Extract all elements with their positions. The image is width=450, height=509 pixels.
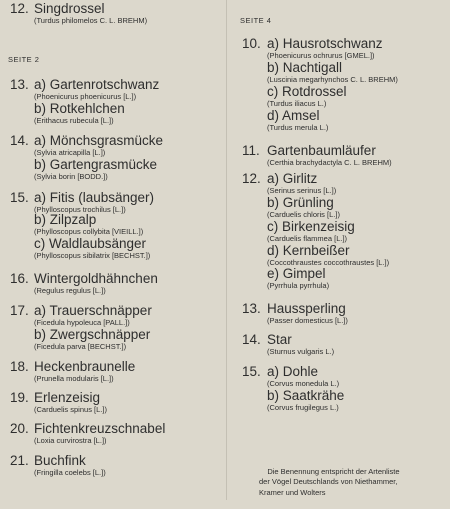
- track-number: 21.: [10, 453, 29, 468]
- bird-entry: [34, 421, 165, 446]
- footnote-line: Kramer und Wolters: [259, 487, 326, 497]
- bird-name: d) Kernbeißer: [267, 243, 350, 258]
- track-number: 19.: [10, 390, 29, 405]
- scientific-name: (Sylvia atricapilla [L.]): [34, 148, 106, 157]
- bird-name: Erlenzeisig: [34, 390, 101, 405]
- bird-name: Heckenbraunelle: [34, 359, 136, 374]
- bird-name: b) Grünling: [267, 195, 334, 210]
- bird-entry: [34, 101, 125, 126]
- bird-entry: [34, 1, 147, 26]
- bird-entry: [34, 236, 150, 261]
- bird-name: b) Nachtigall: [267, 60, 343, 75]
- scientific-name: (Prunella modularis [L.]): [34, 374, 114, 383]
- bird-name: Star: [267, 332, 292, 347]
- scientific-name: (Turdus philomelos C. L. BREHM): [34, 16, 148, 25]
- scientific-name: (Carduelis flammea [L.]): [267, 234, 348, 243]
- scientific-name: (Corvus frugilegus L.): [267, 403, 339, 412]
- scientific-name: (Sylvia borin [BODD.]): [34, 172, 108, 181]
- bird-entry: [34, 77, 159, 102]
- scientific-name: (Loxia curvirostra [L.]): [34, 436, 107, 445]
- bird-name: a) Girlitz: [267, 171, 318, 186]
- bird-entry: [34, 303, 152, 328]
- scientific-name: (Regulus regulus [L.]): [34, 286, 106, 295]
- footnote-line: Die Benennung entspricht der Artenliste: [267, 466, 400, 476]
- bird-name: c) Rotdrossel: [267, 84, 347, 99]
- bird-entry: [267, 219, 355, 244]
- bird-name: a) Mönchsgrasmücke: [34, 133, 164, 148]
- bird-entry: [267, 266, 329, 291]
- bird-name: a) Fitis (laubsänger): [34, 190, 155, 205]
- track-number: 13.: [10, 77, 29, 92]
- bird-name: a) Trauerschnäpper: [34, 303, 152, 318]
- scientific-name: (Carduelis spinus [L.]): [34, 405, 107, 414]
- scientific-name: (Passer domesticus [L.]): [267, 316, 348, 325]
- bird-entry: [267, 243, 389, 268]
- bird-entry: [267, 171, 336, 196]
- scientific-name: (Carduelis chloris [L.]): [267, 210, 340, 219]
- bird-name: b) Rotkehlchen: [34, 101, 125, 116]
- bird-entry: [34, 212, 143, 237]
- bird-entry: [267, 301, 348, 326]
- bird-name: b) Zwergschnäpper: [34, 327, 151, 342]
- bird-entry: [34, 157, 157, 182]
- bird-entry: [34, 133, 163, 158]
- bird-entry: [34, 453, 106, 478]
- bird-name: b) Saatkrähe: [267, 388, 345, 403]
- track-number: 13.: [242, 301, 261, 316]
- bird-entry: [267, 364, 339, 389]
- bird-entry: [267, 388, 344, 413]
- footnote: [259, 456, 400, 509]
- scientific-name: (Ficedula hypoleuca [PALL.]): [34, 318, 130, 327]
- scientific-name: (Corvus monedula L.): [267, 379, 340, 388]
- scientific-name: (Turdus iliacus L.): [267, 99, 327, 108]
- bird-name: e) Gimpel: [267, 266, 326, 281]
- bird-entry: [34, 327, 150, 352]
- bird-entry: [34, 271, 158, 296]
- bird-name: Haussperling: [267, 301, 346, 316]
- scientific-name: (Luscinia megarhynchos C. L. BREHM): [267, 75, 398, 84]
- footnote-line: der Vögel Deutschlands von Niethammer,: [259, 477, 398, 486]
- scientific-name: (Fringilla coelebs [L.]): [34, 468, 106, 477]
- section-heading: SEITE 2: [8, 55, 40, 64]
- scientific-name: (Erithacus rubecula [L.]): [34, 116, 114, 125]
- bird-entry: [267, 195, 340, 220]
- scientific-name: (Sturnus vulgaris L.): [267, 347, 335, 356]
- track-number: 14.: [242, 332, 261, 347]
- track-number: 15.: [10, 190, 29, 205]
- bird-name: Gartenbaumläufer: [267, 143, 376, 158]
- bird-name: c) Birkenzeisig: [267, 219, 355, 234]
- scientific-name: (Phylloscopus sibilatrix [BECHST.]): [34, 251, 151, 260]
- track-number: 15.: [242, 364, 261, 379]
- track-number: 17.: [10, 303, 29, 318]
- bird-name: Singdrossel: [34, 1, 105, 16]
- section-heading: SEITE 4: [240, 16, 272, 25]
- bird-entry: [267, 332, 334, 357]
- track-number: 16.: [10, 271, 29, 286]
- scientific-name: (Serinus serinus [L.]): [267, 186, 337, 195]
- bird-entry: [267, 60, 398, 85]
- bird-name: Buchfink: [34, 453, 86, 468]
- scientific-name: (Phylloscopus collybita [VIEILL.]): [34, 227, 144, 236]
- scientific-name: (Phylloscopus trochilus [L.]): [34, 205, 126, 214]
- scientific-name: (Pyrrhula pyrrhula): [267, 281, 330, 290]
- column-divider: [226, 0, 227, 500]
- bird-name: Fichtenkreuzschnabel: [34, 421, 166, 436]
- track-number: 20.: [10, 421, 29, 436]
- bird-entry: [267, 143, 392, 168]
- track-number: 11.: [242, 143, 260, 158]
- scientific-name: (Turdus merula L.): [267, 123, 329, 132]
- bird-name: a) Hausrotschwanz: [267, 36, 383, 51]
- track-number: 18.: [10, 359, 29, 374]
- track-number: 10.: [242, 36, 261, 51]
- bird-name: b) Gartengrasmücke: [34, 157, 158, 172]
- bird-entry: [267, 36, 383, 61]
- scientific-name: (Coccothraustes coccothraustes [L.]): [267, 258, 390, 267]
- scientific-name: (Phoenicurus phoenicurus [L.]): [34, 92, 137, 101]
- bird-entry: [267, 84, 347, 109]
- bird-name: Wintergoldhähnchen: [34, 271, 158, 286]
- bird-name: c) Waldlaubsänger: [34, 236, 147, 251]
- track-number: 12.: [10, 1, 29, 16]
- bird-name: b) Zilpzalp: [34, 212, 97, 227]
- bird-name: a) Gartenrotschwanz: [34, 77, 160, 92]
- scientific-name: (Ficedula parva [BECHST.]): [34, 342, 127, 351]
- bird-name: a) Dohle: [267, 364, 319, 379]
- bird-name: d) Amsel: [267, 108, 320, 123]
- bird-entry: [34, 390, 107, 415]
- bird-entry: [34, 359, 135, 384]
- scientific-name: (Phoenicurus ochrurus [GMEL.]): [267, 51, 375, 60]
- track-number: 12.: [242, 171, 261, 186]
- track-number: 14.: [10, 133, 29, 148]
- scientific-name: (Certhia brachydactyla C. L. BREHM): [267, 158, 392, 167]
- bird-entry: [267, 108, 328, 133]
